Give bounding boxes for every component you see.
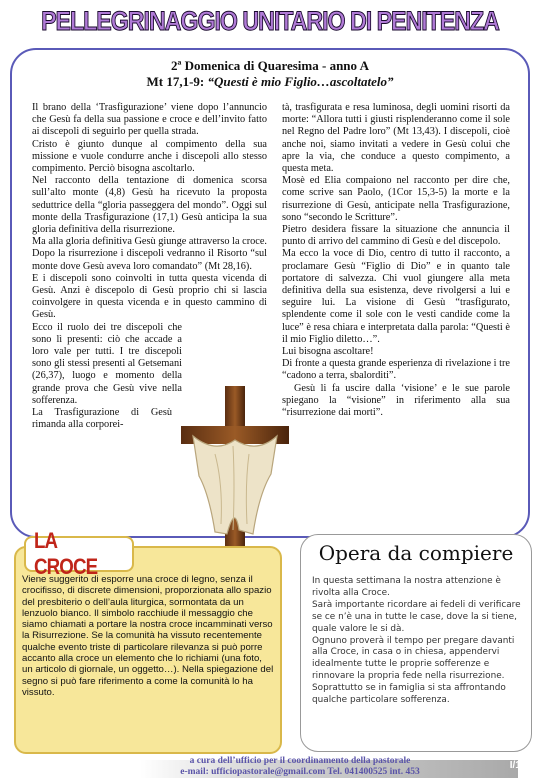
paragraph: Nel racconto della tentazione di domenica scorsa sull’alto monte (4,8) Gesù ha ricevuto la proposta seduttrice della “gloria passeggera del mondo”. Oggi sul monte della Trasfigurazione (17,1) Gesù anticipa la sua gloria definitiva della risurrezione.	[32, 175, 267, 236]
page-title: PELLEGRINAGGIO UNITARIO DI PENITENZA	[41, 6, 499, 36]
liturgy-heading: 2ª Domenica di Quaresima - anno A	[171, 58, 369, 73]
paragraph: Ecco il ruolo dei tre discepoli che sono lì presenti: ciò che accade a loro vale per tutti. I tre discepoli sono gli stessi presenti al Getsemani (26,37), luogo e momento della grande prova che Gesù vive nella sofferenza.	[32, 321, 182, 406]
paragraph: Ma alla gloria definitiva Gesù giunge attraverso la croce. Dopo la risurrezione i discepoli vedranno il Risorto “sul monte dove Gesù aveva loro comandato” (Mt 28,16).	[32, 236, 267, 272]
page-code: I/11b	[509, 760, 532, 771]
gospel-quote: “Questi è mio Figlio…ascoltatelo”	[207, 74, 394, 89]
croce-title: LA CROCE	[33, 528, 98, 579]
footer-credit: a cura dell’ufficio per il coordinamento della pastorale	[189, 756, 411, 766]
opera-title: Opera da compiere	[318, 541, 514, 565]
croce-title-tab	[24, 528, 134, 579]
croce-text: Viene suggerito di esporre una croce di legno, senza il crocifisso, di discrete dimensioni, proporzionata allo spazio del presbiterio o dell’aula liturgica, sormontata da un lenzuolo bianco. Il simbolo racchiude il messaggio che siamo chiamati a portare la nostra croce incamminati verso la Risurrezione. Se la comunità ha vissuto recentemente qualche evento triste di particolare rilevanza si può porre accanto alla croce un elemento che lo richiami (una foto, un articolo di giornale, un oggetto…). Nella spiegazione del segno si può fare riferimento a come la comunità lo ha vissuto.	[22, 574, 274, 698]
paragraph: Pietro desidera fissare la situazione che annuncia il punto di arrivo del cammino di Gesù e del discepolo.	[282, 224, 510, 248]
paragraph: E i discepoli sono coinvolti in tutta questa vicenda di Gesù. Anzi è discepolo di Gesù proprio chi si lascia coinvolgere in questa vicenda e in questo cammino di Gesù.	[32, 272, 267, 321]
paragraph: Gesù li fa uscire dalla ‘visione’ e le sue parole spiegano la “visione” in riferimento alla sua “risurrezione dai morti”.	[282, 382, 510, 419]
paragraph: Il brano della ‘Trasfigurazione’ viene dopo l’annuncio che Gesù fa della sua passione e croce e dell’invito fatto ai discepoli di seguirlo per quella strada.	[32, 102, 267, 138]
paragraph: La Trasfigurazione di Gesù rimanda alla corporei-	[32, 407, 172, 431]
paragraph: Mosè ed Elia compaiono nel racconto per dire che, come scrive san Paolo, (1Cor 15,3-5) la morte e la risurrezione di Gesù, anticipate nella Trasfigurazione, sono “secondo le Scritture”.	[282, 175, 510, 223]
paragraph: Cristo è giunto dunque al compimento della sua missione e vuole condurre anche i discepoli allo stesso compimento. Perciò bisogna ascoltarlo.	[32, 138, 267, 175]
right-column	[282, 102, 510, 419]
opera-text	[312, 576, 526, 707]
footer-contact: e-mail: ufficiopastorale@gmail.com Tel. 041400525 int. 453	[180, 767, 420, 777]
paragraph: Di fronte a questa grande esperienza di rivelazione i tre “cadono a terra, sbalorditi”.	[282, 358, 510, 382]
left-column	[32, 102, 267, 431]
paragraph: Sarà importante ricordare ai fedeli di verificare se ce n’è una in tutte le case, dove la si tiene, quale valore le si dà.	[312, 599, 521, 634]
gospel-ref: Mt 17,1-9:	[146, 74, 205, 89]
paragraph: Ma ecco la voce di Dio, centro di tutto il racconto, a proclamare Gesù “Figlio di Dio” e in quanto tale portatore di salvezza. Chi vuol giungere alla meta definitiva della sua esistenza, deve rivolgersi a lui e seguire lui. La visione di Gesù “trasfigurato, splendente come il sole con le vesti candide come la luce” è resa chiara e interpretata dalla parola: “Questi è il mio Figlio diletto…”.	[282, 248, 510, 345]
paragraph: tà, trasfigurata e resa luminosa, degli uomini risorti da morte: “Allora tutti i giusti risplenderanno come il sole nel Regno del Padre loro” (Mt 13,43). I discepoli, cioè anche noi, siamo invitati a vedere in Gesù colui che apre la via, che conduce a questo compimento, a questa meta.	[282, 102, 510, 175]
gospel-reference	[0, 74, 540, 90]
paragraph: Ognuno proverà il tempo per pregare davanti alla Croce, in casa o in chiesa, appendervi idealmente tutte le proprie sofferenze e rinnovare la propria fede nella risurrezione. Soprattutto se in famiglia si sta affrontando qualche particolare sofferenza.	[312, 635, 515, 706]
cross-with-cloth-image	[175, 384, 295, 560]
paragraph: In questa settimana la nostra attenzione è rivolta alla Croce.	[312, 576, 501, 598]
paragraph: Lui bisogna ascoltare!	[282, 346, 374, 358]
